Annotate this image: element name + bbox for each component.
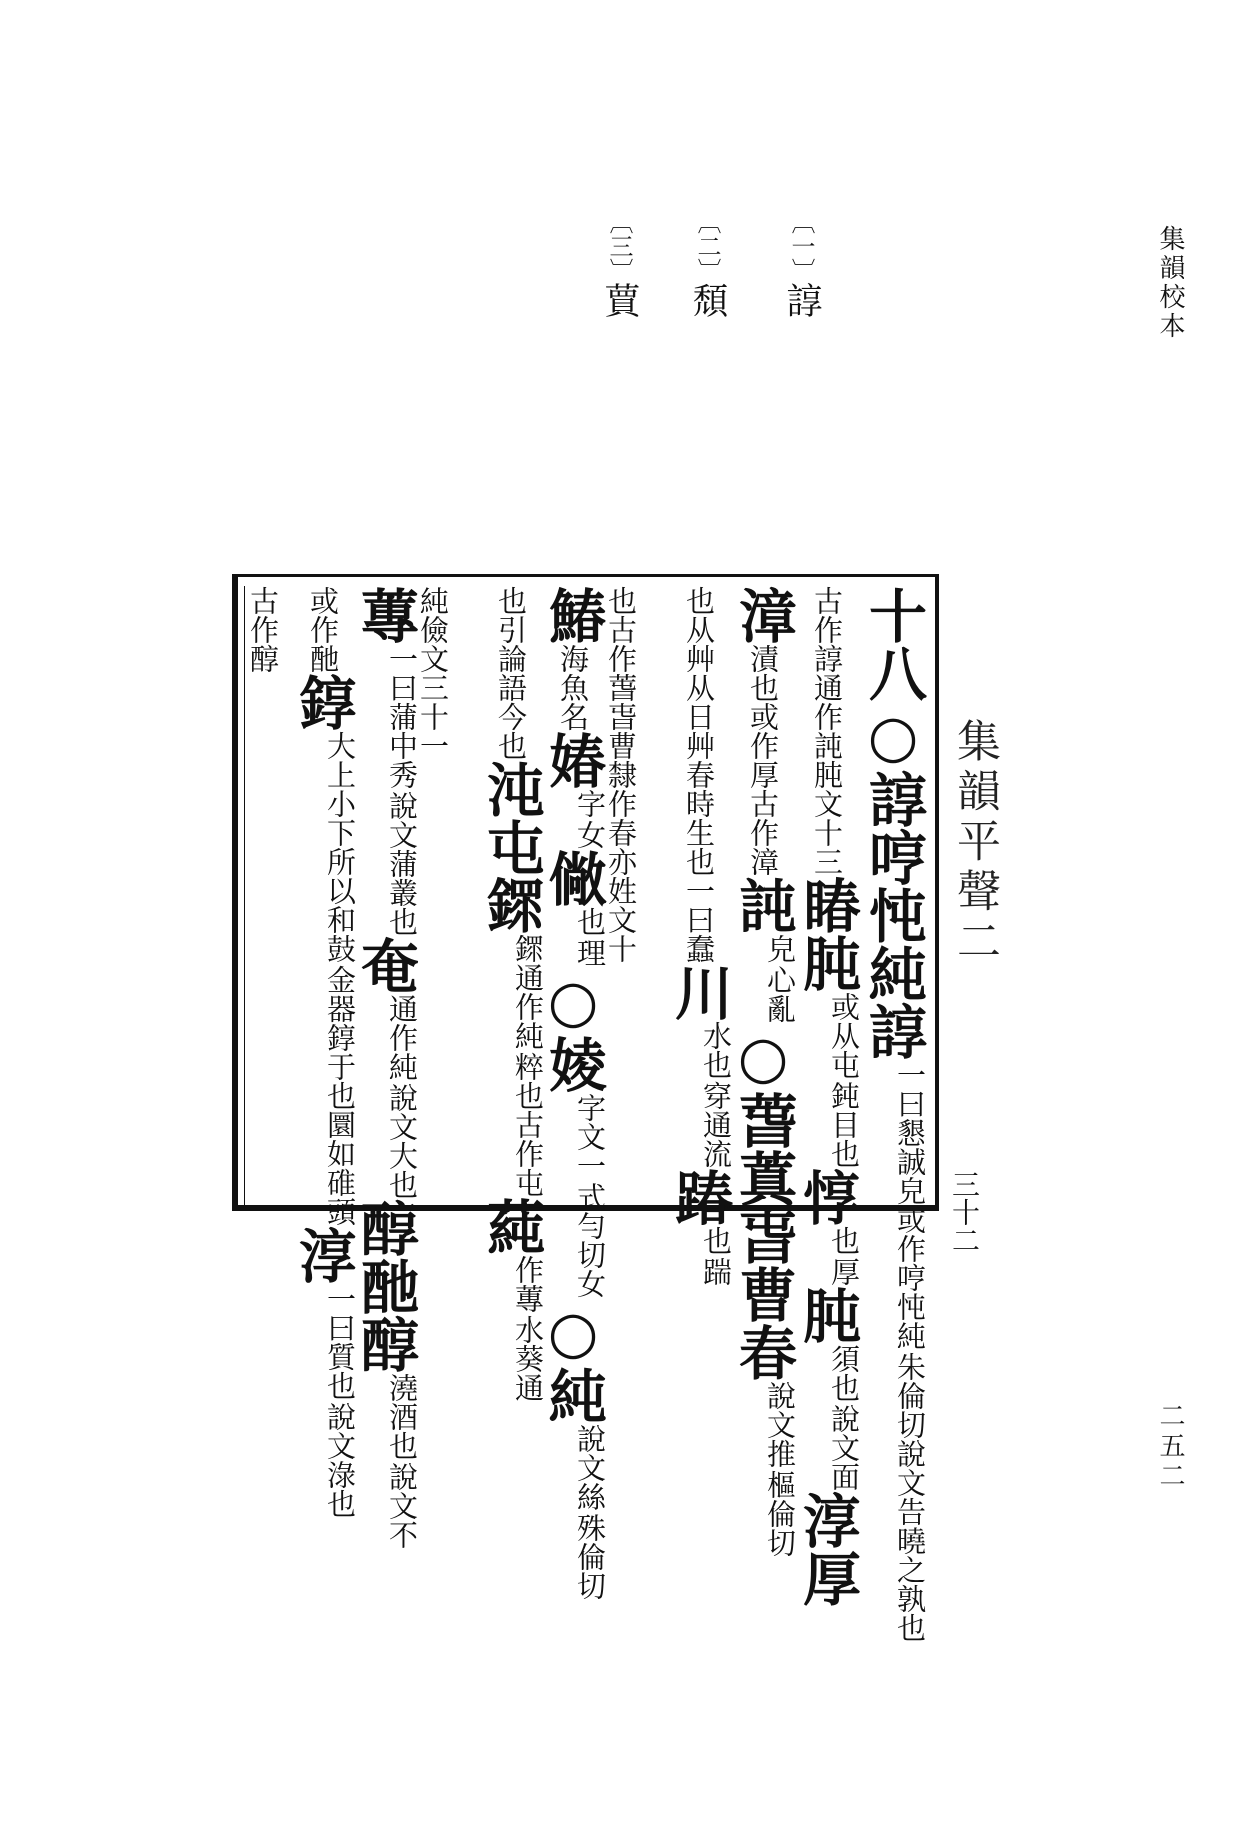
headword: 醇 [351, 1315, 419, 1373]
annotation-double-line [573, 1424, 607, 1600]
headword: ○萅蒖旾曹春 [729, 1023, 797, 1381]
note-char: 蕒 [599, 282, 640, 322]
headword: 䤽 [477, 876, 545, 934]
headword: 僘 [539, 849, 607, 907]
annotation-left-line: 字 [573, 789, 607, 818]
annotation-double-line [385, 1373, 419, 1549]
annotation-left-line: 字文一 [573, 1093, 607, 1180]
annotation-double-line [893, 1060, 927, 1642]
headword: 淳厚 [793, 1491, 861, 1607]
text-column [246, 586, 280, 673]
annotation-left-line: 一曰質也 [323, 1284, 357, 1400]
annotation-left-line: 也 [827, 1226, 861, 1255]
annotation-left-line: 或从屯 [827, 992, 861, 1079]
collation-note-1 [776, 210, 827, 322]
annotation-line: 也古作萅旾曹隸作春亦姓文十 [604, 586, 638, 963]
annotation-right-line: 踹 [699, 1257, 733, 1286]
headword: 蒓 [477, 1197, 545, 1255]
annotation-right-line: 說文淥也 [323, 1402, 357, 1518]
collation-note-2 [682, 210, 733, 322]
annotation-left-line: 䤽通作純 [511, 934, 545, 1050]
frame-inner-rule [244, 586, 245, 1206]
text-column [351, 586, 419, 1549]
annotation-line: 純儉文三十一 [416, 586, 450, 760]
annotation-right-line: 朱倫切說文告曉之孰也 [893, 1352, 927, 1642]
annotation-double-line [573, 907, 607, 967]
note-mark: 〔一〕 [787, 210, 815, 282]
headword: 沌 [477, 760, 545, 818]
annotation-left-line: 也 [573, 907, 607, 936]
annotation-right-line: 說文不 [385, 1462, 419, 1549]
headword: 鰆 [539, 586, 607, 644]
headword: 睶肫 [793, 876, 861, 992]
annotation-left-line: 一曰蒲中秀 [385, 644, 419, 789]
annotation-left-line: 也 [699, 1226, 733, 1255]
annotation-double-line [827, 1226, 861, 1286]
headword: 十八○諄哼忳純諄 [859, 586, 927, 1060]
headword: 惇 [793, 1168, 861, 1226]
annotation-double-line [573, 1093, 607, 1298]
annotation-double-line [573, 789, 607, 849]
headword: 訰 [729, 876, 797, 934]
headword: 屯 [477, 818, 545, 876]
annotation-left-line: 說文推 [763, 1381, 797, 1468]
annotation-left-line: 一曰懇誠皃或作哼忳純 [893, 1060, 927, 1350]
text-column [665, 586, 733, 1286]
annotation-double-line [385, 994, 419, 1199]
running-title: 集韻校本 [1155, 225, 1185, 341]
note-char: 頹 [687, 282, 728, 322]
note-mark: 〔三〕 [605, 210, 633, 282]
headword: 踳 [665, 1168, 733, 1226]
headword: 酏 [351, 1257, 419, 1315]
annotation-right-line: 說文大也 [385, 1083, 419, 1199]
annotation-double-line [699, 1021, 733, 1168]
annotation-left-line: 說文絲 [573, 1424, 607, 1511]
headword: 淳 [289, 1226, 357, 1284]
text-column [604, 586, 638, 963]
text-column [793, 586, 861, 1607]
annotation-double-line [763, 934, 797, 1023]
annotation-left-line: 水也 [699, 1021, 733, 1079]
annotation-line: 古作諄通作訰肫文十三 [810, 586, 844, 876]
note-mark: 〔二〕 [693, 210, 721, 282]
annotation-line: 古作醇 [246, 586, 280, 673]
annotation-left-line: 皃 [763, 934, 797, 963]
annotation-right-line: 金器錞于也圜如碓頭 [323, 965, 357, 1226]
annotation-left-line: 大上小下所以和鼓 [323, 731, 357, 963]
annotation-right-line: 女 [573, 820, 607, 849]
headword: 蓴 [351, 586, 419, 644]
annotation-double-line [323, 731, 357, 1226]
annotation-right-line: 水葵通 [511, 1315, 545, 1402]
annotation-left-line: 作蓴 [511, 1255, 545, 1313]
banxin-rule [936, 574, 939, 1211]
text-column [289, 586, 357, 1518]
annotation-left-line: 通作純 [385, 994, 419, 1081]
headword: ○純 [539, 1298, 607, 1424]
annotation-right-line: 厚 [827, 1257, 861, 1286]
headword: 肫 [793, 1286, 861, 1344]
headword: 醇 [351, 1199, 419, 1257]
annotation-right-line: 說文蒲叢也 [385, 791, 419, 936]
annotation-line: 漬也或作厚古作漳 [746, 644, 780, 876]
annotation-double-line [323, 1284, 357, 1518]
banxin-leaf-number: 三十二 [948, 1170, 981, 1254]
banxin-title: 集韻平聲二 [949, 718, 1000, 968]
annotation-double-line [385, 644, 419, 936]
annotation-double-line [511, 1255, 545, 1402]
headword: 錞 [289, 673, 357, 731]
text-column [416, 586, 450, 760]
annotation-left-line: 須也 [827, 1344, 861, 1402]
annotation-right-line: 樞倫切 [763, 1470, 797, 1557]
annotation-right-line: 殊倫切 [573, 1513, 607, 1600]
annotation-line: 也引論語今也 [494, 586, 528, 760]
text-column [477, 586, 545, 1402]
headword: ○婈 [539, 967, 607, 1093]
headword: 媋 [539, 731, 607, 789]
text-column [859, 586, 927, 1642]
text-column [539, 586, 607, 1600]
annotation-double-line [511, 934, 545, 1197]
annotation-right-line: 心亂 [763, 965, 797, 1023]
annotation-double-line [827, 992, 861, 1168]
annotation-right-line: 穿通流 [699, 1081, 733, 1168]
annotation-left-line: 澆酒也 [385, 1373, 419, 1460]
annotation-double-line [763, 1381, 797, 1557]
headword: 漳 [729, 586, 797, 644]
annotation-right-line: 說文面 [827, 1404, 861, 1491]
note-char: 諄 [781, 282, 822, 322]
annotation-right-line: 理 [573, 938, 607, 967]
annotation-line: 或作酏 [306, 586, 340, 673]
annotation-line: 海魚名 [556, 644, 590, 731]
annotation-right-line: 粹也古作屯 [511, 1052, 545, 1197]
page-number: 二五二 [1155, 1402, 1185, 1492]
collation-note-3 [594, 210, 645, 322]
annotation-right-line: 鈍目也 [827, 1081, 861, 1168]
annotation-right-line: 式勻切女 [573, 1182, 607, 1298]
headword: 奄 [351, 936, 419, 994]
annotation-double-line [827, 1344, 861, 1491]
text-column [729, 586, 797, 1557]
annotation-line: 也从艸从日艸春時生也一曰蠢 [682, 586, 716, 963]
annotation-double-line [699, 1226, 733, 1286]
headword: 川 [665, 963, 733, 1021]
